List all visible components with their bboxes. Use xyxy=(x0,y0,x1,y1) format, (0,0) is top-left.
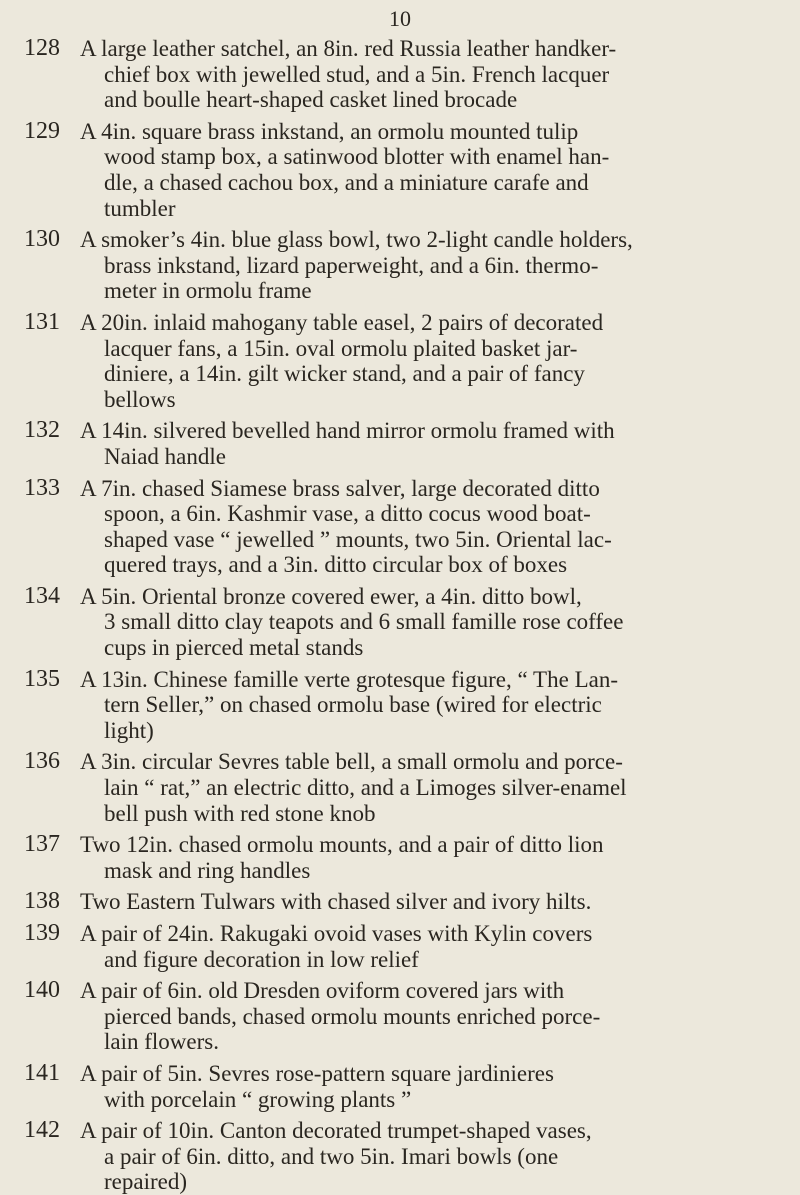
lot-description-line: Naiad handle xyxy=(104,443,226,469)
lot-list xyxy=(0,36,800,1195)
lot-description-line: brass inkstand, lizard paperweight, and a 6in. thermo- xyxy=(104,252,599,278)
lot-description-line: mask and ring handles xyxy=(104,857,311,883)
lot-description xyxy=(80,584,800,661)
lot-description-line: 3 small ditto clay teapots and 6 small famille rose coffee xyxy=(104,609,624,635)
lot-description-line: A 5in. Oriental bronze covered ewer, a 4in. ditto bowl, xyxy=(80,583,582,609)
lot-number: 133 xyxy=(24,474,60,501)
lot-description-line: A pair of 24in. Rakugaki ovoid vases with Kylin covers xyxy=(80,921,593,946)
lot-number: 136 xyxy=(24,748,60,775)
lot-description xyxy=(80,978,800,1055)
lot-description-line: spoon, a 6in. Kashmir vase, a ditto cocus wood boat- xyxy=(104,501,591,527)
lot-description-line: bell push with red stone knob xyxy=(104,800,376,826)
lot-description-line: and boulle heart-shaped casket lined brocade xyxy=(104,87,518,113)
lot-description-line: A 3in. circular Sevres table bell, a small ormolu and porce- xyxy=(80,749,623,775)
lot-description-line: A 14in. silvered bevelled hand mirror ormolu framed with xyxy=(80,418,615,444)
lot-number: 138 xyxy=(24,888,60,915)
lot-description-line: meter in ormolu frame xyxy=(104,278,312,304)
lot-description xyxy=(80,119,800,221)
lot-description-line: A pair of 10in. Canton decorated trumpet-shaped vases, xyxy=(80,1118,592,1144)
lot-number: 130 xyxy=(24,226,60,253)
lot-description xyxy=(80,832,800,883)
lot-number: 142 xyxy=(24,1117,60,1144)
lot-number: 134 xyxy=(24,582,60,609)
lot-description-line: pierced bands, chased ormolu mounts enriched porce- xyxy=(104,1003,601,1029)
lot-entry xyxy=(0,584,800,661)
lot-entry xyxy=(0,227,800,304)
lot-description-line: lacquer fans, a 15in. oval ormolu plaited basket jar- xyxy=(104,335,578,361)
lot-description-line: tumbler xyxy=(104,195,176,221)
lot-entry xyxy=(0,310,800,412)
lot-description-line: a pair of 6in. ditto, and two 5in. Imari bowls (one xyxy=(104,1143,559,1169)
lot-description-line: A pair of 6in. old Dresden oviform covered jars with xyxy=(80,978,565,1004)
lot-description-line: shaped vase “ jewelled ” mounts, two 5in. Oriental lac- xyxy=(104,526,612,552)
lot-description xyxy=(80,1061,800,1112)
lot-entry xyxy=(0,418,800,469)
lot-description-line: Two Eastern Tulwars with chased silver and ivory hilts. xyxy=(80,889,592,915)
lot-entry xyxy=(0,667,800,744)
lot-description-line: diniere, a 14in. gilt wicker stand, and a pair of fancy xyxy=(104,361,585,387)
lot-description-line: cups in pierced metal stands xyxy=(104,635,364,661)
lot-description-line: light) xyxy=(104,717,154,743)
lot-description-line: A 13in. Chinese famille verte grotesque figure, “ The Lan- xyxy=(80,666,618,692)
lot-description xyxy=(80,227,800,304)
lot-number: 128 xyxy=(24,35,60,61)
lot-entry xyxy=(0,921,800,972)
lot-description xyxy=(80,476,800,578)
lot-entry xyxy=(0,832,800,883)
lot-number: 131 xyxy=(24,308,60,335)
lot-number: 139 xyxy=(24,920,60,946)
lot-number: 132 xyxy=(24,417,60,444)
lot-description-line: A large leather satchel, an 8in. red Russia leather handker- xyxy=(80,36,617,61)
lot-description-line: dle, a chased cachou box, and a miniature carafe and xyxy=(104,169,589,195)
lot-entry xyxy=(0,749,800,826)
lot-description-line: wood stamp box, a satinwood blotter with enamel han- xyxy=(104,144,610,170)
lot-description-line: chief box with jewelled stud, and a 5in. French lacquer xyxy=(104,61,610,87)
lot-description-line: repaired) xyxy=(104,1169,187,1195)
lot-description xyxy=(80,1118,800,1195)
lot-number: 129 xyxy=(24,117,60,144)
lot-entry xyxy=(0,119,800,221)
lot-entry xyxy=(0,1118,800,1195)
lot-number: 137 xyxy=(24,831,60,858)
lot-number: 140 xyxy=(24,977,60,1004)
lot-description-line: tern Seller,” on chased ormolu base (wired for electric xyxy=(104,692,602,718)
lot-description-line: bellows xyxy=(104,386,176,412)
lot-number: 141 xyxy=(24,1059,60,1086)
lot-entry xyxy=(0,978,800,1055)
lot-description xyxy=(80,418,800,469)
lot-number: 135 xyxy=(24,665,60,692)
lot-entry xyxy=(0,1061,800,1112)
lot-description-line: lain flowers. xyxy=(104,1029,219,1055)
lot-description xyxy=(80,749,800,826)
lot-description-line: with porcelain “ growing plants ” xyxy=(104,1086,412,1112)
lot-description-line: and figure decoration in low relief xyxy=(104,946,419,972)
lot-description-line: quered trays, and a 3in. ditto circular box of boxes xyxy=(104,552,568,578)
lot-description xyxy=(80,310,800,412)
lot-entry xyxy=(0,889,800,915)
lot-description-line: A smoker’s 4in. blue glass bowl, two 2-light candle holders, xyxy=(80,227,633,253)
lot-description xyxy=(80,667,800,744)
lot-entry xyxy=(0,36,800,113)
lot-description xyxy=(80,889,800,915)
lot-description-line: A 7in. chased Siamese brass salver, large decorated ditto xyxy=(80,475,600,501)
lot-description-line: lain “ rat,” an electric ditto, and a Limoges silver-enamel xyxy=(104,775,627,801)
lot-entry xyxy=(0,476,800,578)
lot-description-line: A pair of 5in. Sevres rose-pattern square jardinieres xyxy=(80,1060,554,1086)
page-number: 10 xyxy=(389,6,411,31)
lot-description-line: A 4in. square brass inkstand, an ormolu mounted tulip xyxy=(80,118,579,144)
lot-description-line: Two 12in. chased ormolu mounts, and a pair of ditto lion xyxy=(80,832,604,858)
lot-description xyxy=(80,921,800,972)
lot-description xyxy=(80,36,800,113)
lot-description-line: A 20in. inlaid mahogany table easel, 2 pairs of decorated xyxy=(80,309,604,335)
